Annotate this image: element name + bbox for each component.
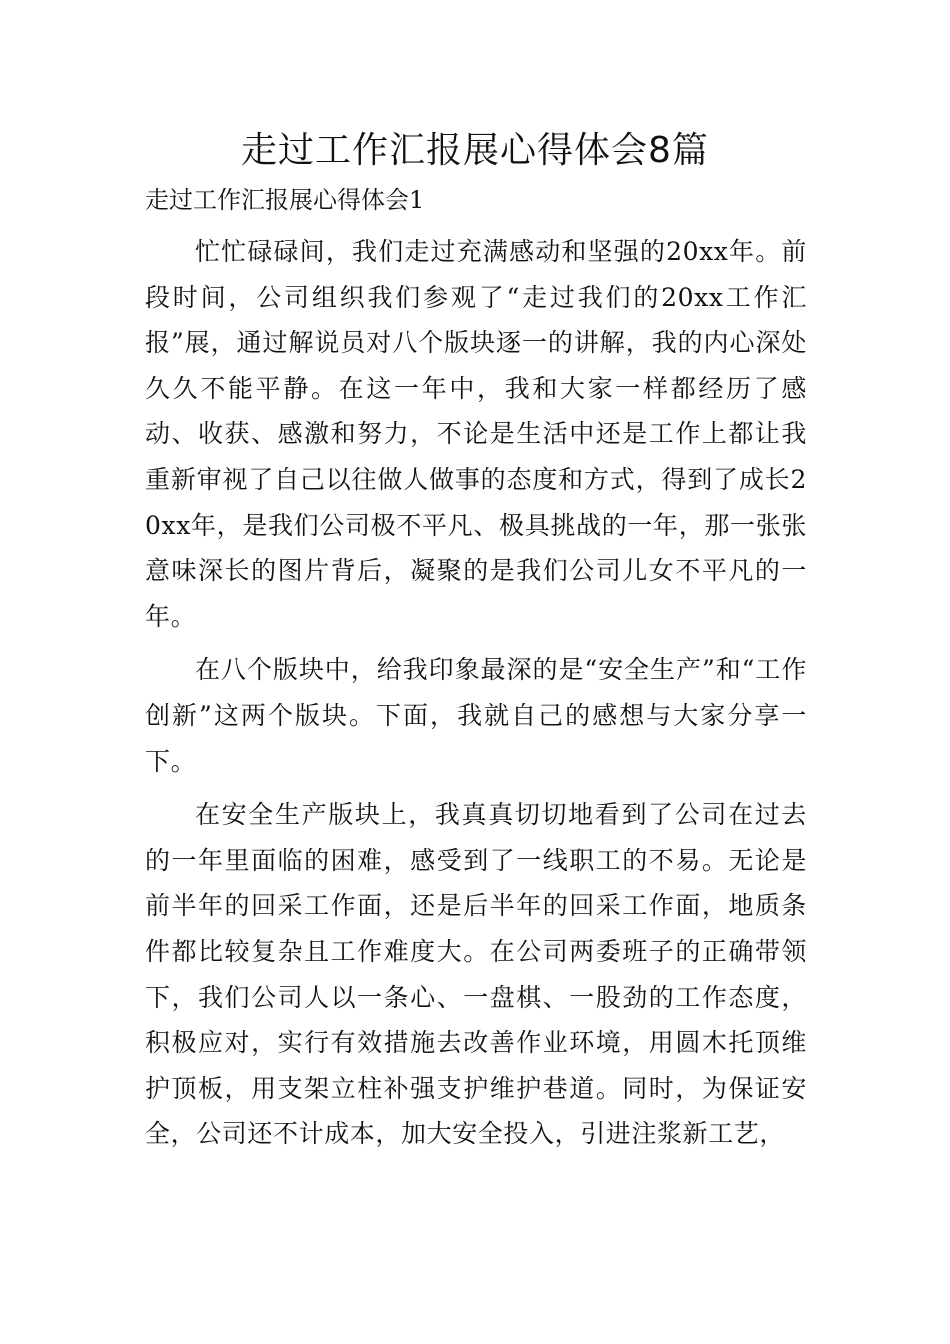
paragraph-3: 在安全生产版块上，我真真切切地看到了公司在过去的一年里面临的困难，感受到了一线职工的不易。无论是前半年的回采工作面，还是后半年的回采工作面，地质条件都比较复杂且工作难度大。在公司两委班子的正确带领下，我们公司人以一条心、一盘棋、一股劲的工作态度，积极应对，实行有效措施去改善作业环境，用圆木托顶维护顶板，用支架立柱补强支护维护巷道。同时，为保证安全，公司还不计成本，加大安全投入，引进注浆新工艺， [145,800,807,1149]
document-title: 走过工作汇报展心得体会8篇 [241,130,709,171]
paragraph-1: 忙忙碌碌间，我们走过充满感动和坚强的20xx年。前段时间，公司组织我们参观了“走过我们的20xx工作汇报”展，通过解说员对八个版块逐一的讲解，我的内心深处久久不能平静。在这一年中，我和大家一样都经历了感动、收获、感激和努力，不论是生活中还是工作上都让我重新审视了自己以往做人做事的态度和方式，得到了成长20xx年，是我们公司极不平凡、极具挑战的一年，那一张张意味深长的图片背后，凝聚的是我们公司儿女不平凡的一年。 [145,237,807,631]
section-heading: 走过工作汇报展心得体会1 [145,186,425,214]
document-body [145,229,807,1157]
paragraph-2: 在八个版块中，给我印象最深的是“安全生产”和“工作创新”这两个版块。下面，我就自己的感想与大家分享一下。 [145,655,807,776]
